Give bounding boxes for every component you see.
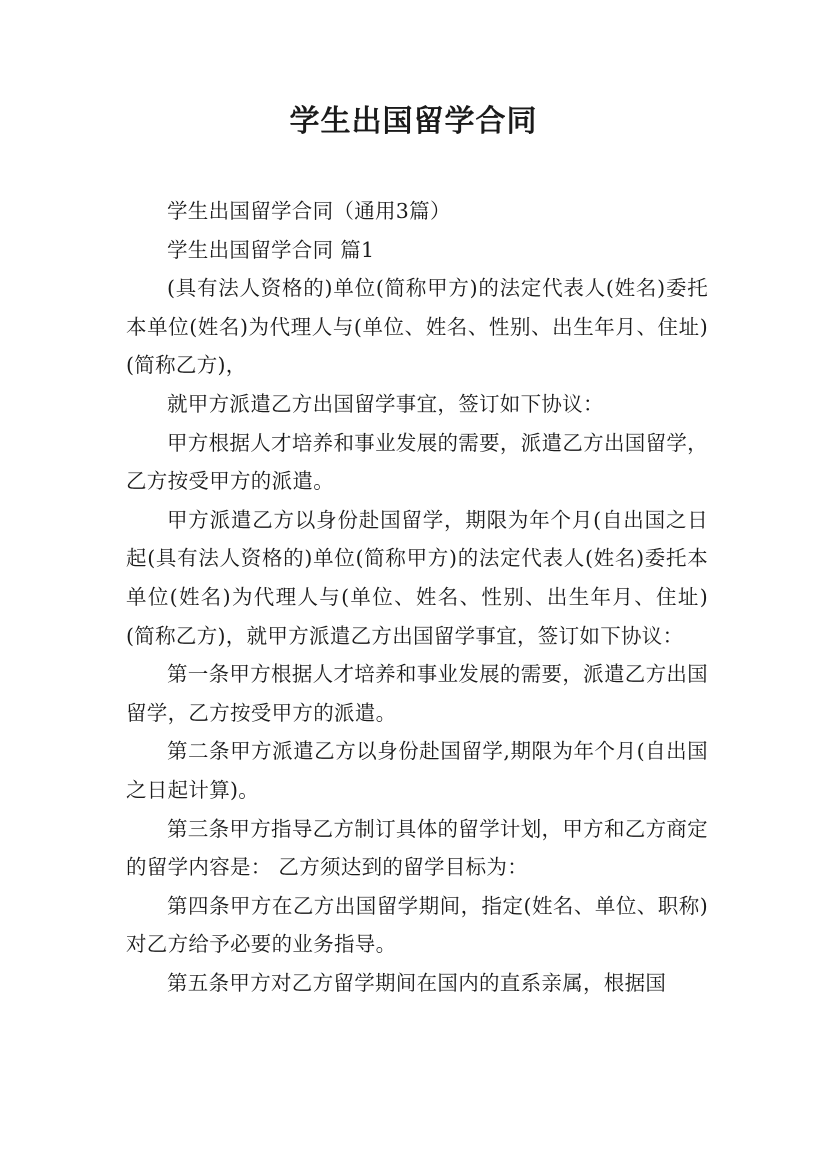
body-paragraph: 第五条甲方对乙方留学期间在国内的直系亲属，根据国: [167, 970, 667, 995]
body-paragraph: 第二条甲方派遣乙方以身份赴国留学,期限为年个月(自出国之日起计算)。: [126, 739, 708, 802]
body-paragraph: 第一条甲方根据人才培养和事业发展的需要，派遣乙方出国留学，乙方按受甲方的派遣。: [126, 662, 708, 725]
document-title: 学生出国留学合同: [289, 104, 538, 139]
body-paragraph: 第四条甲方在乙方出国留学期间，指定(姓名、单位、职称) 对乙方给予必要的业务指导。: [126, 893, 708, 957]
document-body: [126, 192, 708, 1002]
body-paragraph: 学生出国留学合同 篇1: [167, 237, 375, 262]
body-paragraph: 学生出国留学合同（通用3篇）: [167, 199, 451, 223]
body-paragraph: 第三条甲方指导乙方制订具体的留学计划，甲方和乙方商定的留学内容是： 乙方须达到的留学目标为：: [126, 816, 708, 880]
body-paragraph: 甲方根据人才培养和事业发展的需要，派遣乙方出国留学，乙方按受甲方的派遣。: [126, 430, 708, 494]
body-paragraph: 就甲方派遣乙方出国留学事宜，签订如下协议：: [167, 391, 604, 416]
body-paragraph: (具有法人资格的)单位(简称甲方)的法定代表人(姓名)委托本单位(姓名)为代理人与(单位、姓名、性别、出生年月、住址)(简称乙方)，: [126, 276, 708, 378]
body-paragraph: 甲方派遣乙方以身份赴国留学，期限为年个月(自出国之日起(具有法人资格的)单位(简称甲方)的法定代表人(姓名)委托本单位(姓名)为代理人与(单位、姓名、性别、出生年月、住址)(简称乙方)，就甲方派遣乙方出国留学事宜，签订如下协议：: [126, 507, 708, 648]
